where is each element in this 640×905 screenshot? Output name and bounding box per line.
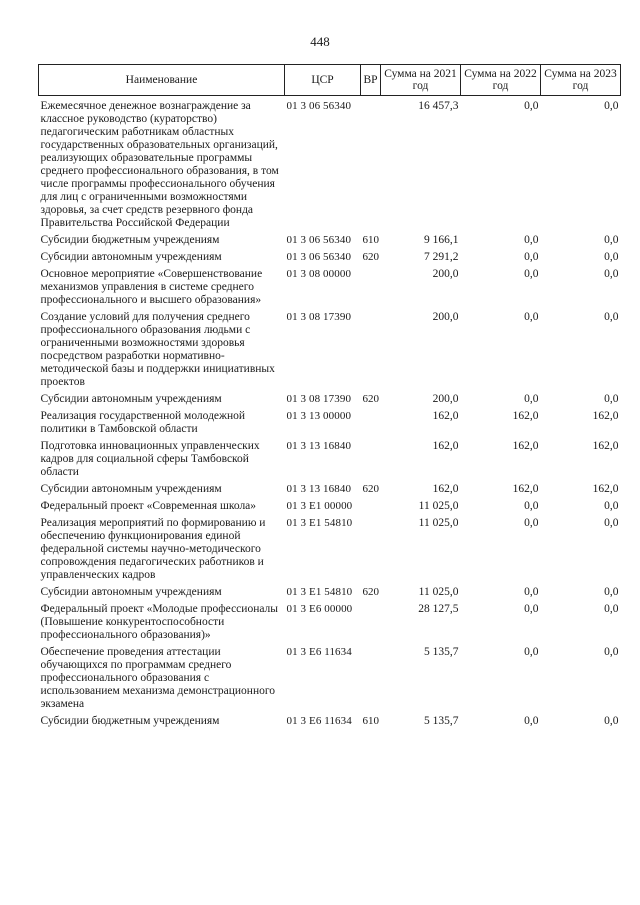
table-row xyxy=(39,585,621,602)
row-name: Субсидии автономным учреждениям xyxy=(40,586,222,598)
table-row xyxy=(39,439,621,482)
row-name: Субсидии автономным учреждениям xyxy=(40,251,222,263)
table-body xyxy=(39,96,621,732)
row-name: Субсидии автономным учреждениям xyxy=(40,483,222,495)
row-sum-2023: 162,0 xyxy=(592,440,619,452)
row-vr: 620 xyxy=(362,483,379,495)
row-vr: 620 xyxy=(362,393,379,405)
row-vr xyxy=(361,409,381,439)
table-row xyxy=(39,645,621,714)
row-sum-2021: 5 135,7 xyxy=(424,646,459,658)
row-sum-2023: 0,0 xyxy=(604,500,619,512)
row-csr: 01 3 06 56340 xyxy=(286,234,352,246)
table-row xyxy=(39,499,621,516)
table-row xyxy=(39,516,621,585)
row-sum-2022: 0,0 xyxy=(524,603,539,615)
row-sum-2022: 0,0 xyxy=(524,100,539,112)
header-csr: ЦСР xyxy=(285,65,361,96)
row-name: Субсидии автономным учреждениям xyxy=(40,393,222,405)
row-sum-2021: 9 166,1 xyxy=(424,234,459,246)
row-vr: 610 xyxy=(362,715,379,727)
row-csr: 01 3 08 00000 xyxy=(286,268,352,280)
row-sum-2021: 162,0 xyxy=(432,483,459,495)
row-sum-2023: 0,0 xyxy=(604,393,619,405)
row-csr: 01 3 E6 11634 xyxy=(286,715,352,727)
row-vr xyxy=(361,439,381,482)
row-name: Ежемесячное денежное вознаграждение за классное руководство (кураторство) педагогическим работникам областных государственных образовательных организаций, реализующих образовательные программы среднего профессионального образования, в том числе программы профессионального обучения для лиц с ограниченными возможностями здоровья, за счет средств резервного фонда Правительства Российской Федерации xyxy=(40,100,279,229)
header-vr: ВР xyxy=(361,65,381,96)
row-name: Основное мероприятие «Совершенствование механизмов управления в системе среднего профессионального и высшего образования» xyxy=(40,268,263,306)
table-header-row xyxy=(39,65,621,96)
header-name: Наименование xyxy=(39,65,285,96)
row-vr xyxy=(361,310,381,392)
row-sum-2023: 0,0 xyxy=(604,517,619,529)
row-name: Федеральный проект «Современная школа» xyxy=(40,500,257,512)
table-row xyxy=(39,714,621,731)
row-csr: 01 3 06 56340 xyxy=(286,251,352,263)
row-vr xyxy=(361,267,381,310)
table-row xyxy=(39,267,621,310)
row-csr: 01 3 13 16840 xyxy=(286,440,352,452)
row-sum-2022: 162,0 xyxy=(512,440,539,452)
row-sum-2023: 0,0 xyxy=(604,251,619,263)
row-sum-2021: 7 291,2 xyxy=(424,251,459,263)
row-sum-2022: 0,0 xyxy=(524,268,539,280)
row-sum-2022: 162,0 xyxy=(512,483,539,495)
row-name: Обеспечение проведения аттестации обучающихся по программам среднего профессионального образования с использованием механизма демонстрационного экзамена xyxy=(40,646,276,710)
row-csr: 01 3 E1 54810 xyxy=(286,586,353,598)
row-csr: 01 3 08 17390 xyxy=(286,393,352,405)
row-csr: 01 3 E6 11634 xyxy=(286,646,352,658)
row-vr xyxy=(361,602,381,645)
row-csr: 01 3 13 00000 xyxy=(286,410,352,422)
row-sum-2023: 0,0 xyxy=(604,268,619,280)
row-sum-2023: 0,0 xyxy=(604,715,619,727)
row-sum-2021: 162,0 xyxy=(432,410,459,422)
row-vr xyxy=(361,499,381,516)
row-sum-2022: 0,0 xyxy=(524,646,539,658)
row-vr: 620 xyxy=(362,586,379,598)
table-row xyxy=(39,233,621,250)
row-sum-2023: 0,0 xyxy=(604,234,619,246)
table-row xyxy=(39,409,621,439)
row-name: Федеральный проект «Молодые профессионалы (Повышение конкурентоспособности профессионального образования)» xyxy=(40,603,279,641)
row-vr xyxy=(361,96,381,234)
row-name: Подготовка инновационных управленческих кадров для социальной сферы Тамбовской области xyxy=(40,440,260,478)
row-sum-2023: 162,0 xyxy=(592,410,619,422)
row-vr xyxy=(361,516,381,585)
row-csr: 01 3 E1 54810 xyxy=(286,517,353,529)
row-sum-2021: 11 025,0 xyxy=(418,586,459,598)
budget-table xyxy=(38,64,621,731)
row-sum-2022: 0,0 xyxy=(524,586,539,598)
table-row xyxy=(39,310,621,392)
table-row xyxy=(39,96,621,234)
row-sum-2023: 0,0 xyxy=(604,100,619,112)
row-vr: 610 xyxy=(362,234,379,246)
row-csr: 01 3 13 16840 xyxy=(286,483,352,495)
row-sum-2021: 200,0 xyxy=(432,311,459,323)
row-csr: 01 3 06 56340 xyxy=(286,100,352,112)
row-sum-2021: 16 457,3 xyxy=(418,100,459,112)
row-csr: 01 3 E6 00000 xyxy=(286,603,353,615)
row-sum-2022: 0,0 xyxy=(524,234,539,246)
table-row xyxy=(39,250,621,267)
row-sum-2022: 0,0 xyxy=(524,311,539,323)
row-name: Субсидии бюджетным учреждениям xyxy=(40,715,220,727)
table-row xyxy=(39,392,621,409)
row-sum-2021: 11 025,0 xyxy=(418,517,459,529)
row-sum-2021: 28 127,5 xyxy=(418,603,459,615)
row-sum-2022: 0,0 xyxy=(524,715,539,727)
row-vr: 620 xyxy=(362,251,379,263)
row-sum-2021: 11 025,0 xyxy=(418,500,459,512)
row-csr: 01 3 E1 00000 xyxy=(286,500,353,512)
header-sum-2021: Сумма на 2021 год xyxy=(381,65,461,96)
row-sum-2021: 162,0 xyxy=(432,440,459,452)
table-row xyxy=(39,602,621,645)
row-sum-2023: 0,0 xyxy=(604,603,619,615)
header-sum-2022: Сумма на 2022 год xyxy=(461,65,541,96)
row-sum-2021: 200,0 xyxy=(432,268,459,280)
row-sum-2022: 162,0 xyxy=(512,410,539,422)
row-sum-2023: 0,0 xyxy=(604,646,619,658)
row-name: Создание условий для получения среднего профессионального образования людьми с ограниченными возможностями здоровья посредством разработки нормативно-методической базы и поддержки инициативных проектов xyxy=(40,311,275,388)
row-name: Реализация мероприятий по формированию и обеспечению функционирования единой федеральной системы научно-методического сопровождения педагогических работников и управленческих кадров xyxy=(40,517,266,581)
row-sum-2021: 5 135,7 xyxy=(424,715,459,727)
page-number: 448 xyxy=(310,34,330,49)
row-sum-2022: 0,0 xyxy=(524,500,539,512)
row-sum-2023: 0,0 xyxy=(604,311,619,323)
row-sum-2022: 0,0 xyxy=(524,517,539,529)
table-row xyxy=(39,482,621,499)
row-csr: 01 3 08 17390 xyxy=(286,311,352,323)
row-sum-2023: 162,0 xyxy=(592,483,619,495)
row-sum-2022: 0,0 xyxy=(524,251,539,263)
row-sum-2021: 200,0 xyxy=(432,393,459,405)
row-sum-2023: 0,0 xyxy=(604,586,619,598)
row-vr xyxy=(361,645,381,714)
row-name: Субсидии бюджетным учреждениям xyxy=(40,234,220,246)
row-sum-2022: 0,0 xyxy=(524,393,539,405)
row-name: Реализация государственной молодежной политики в Тамбовской области xyxy=(40,410,246,435)
header-sum-2023: Сумма на 2023 год xyxy=(541,65,621,96)
